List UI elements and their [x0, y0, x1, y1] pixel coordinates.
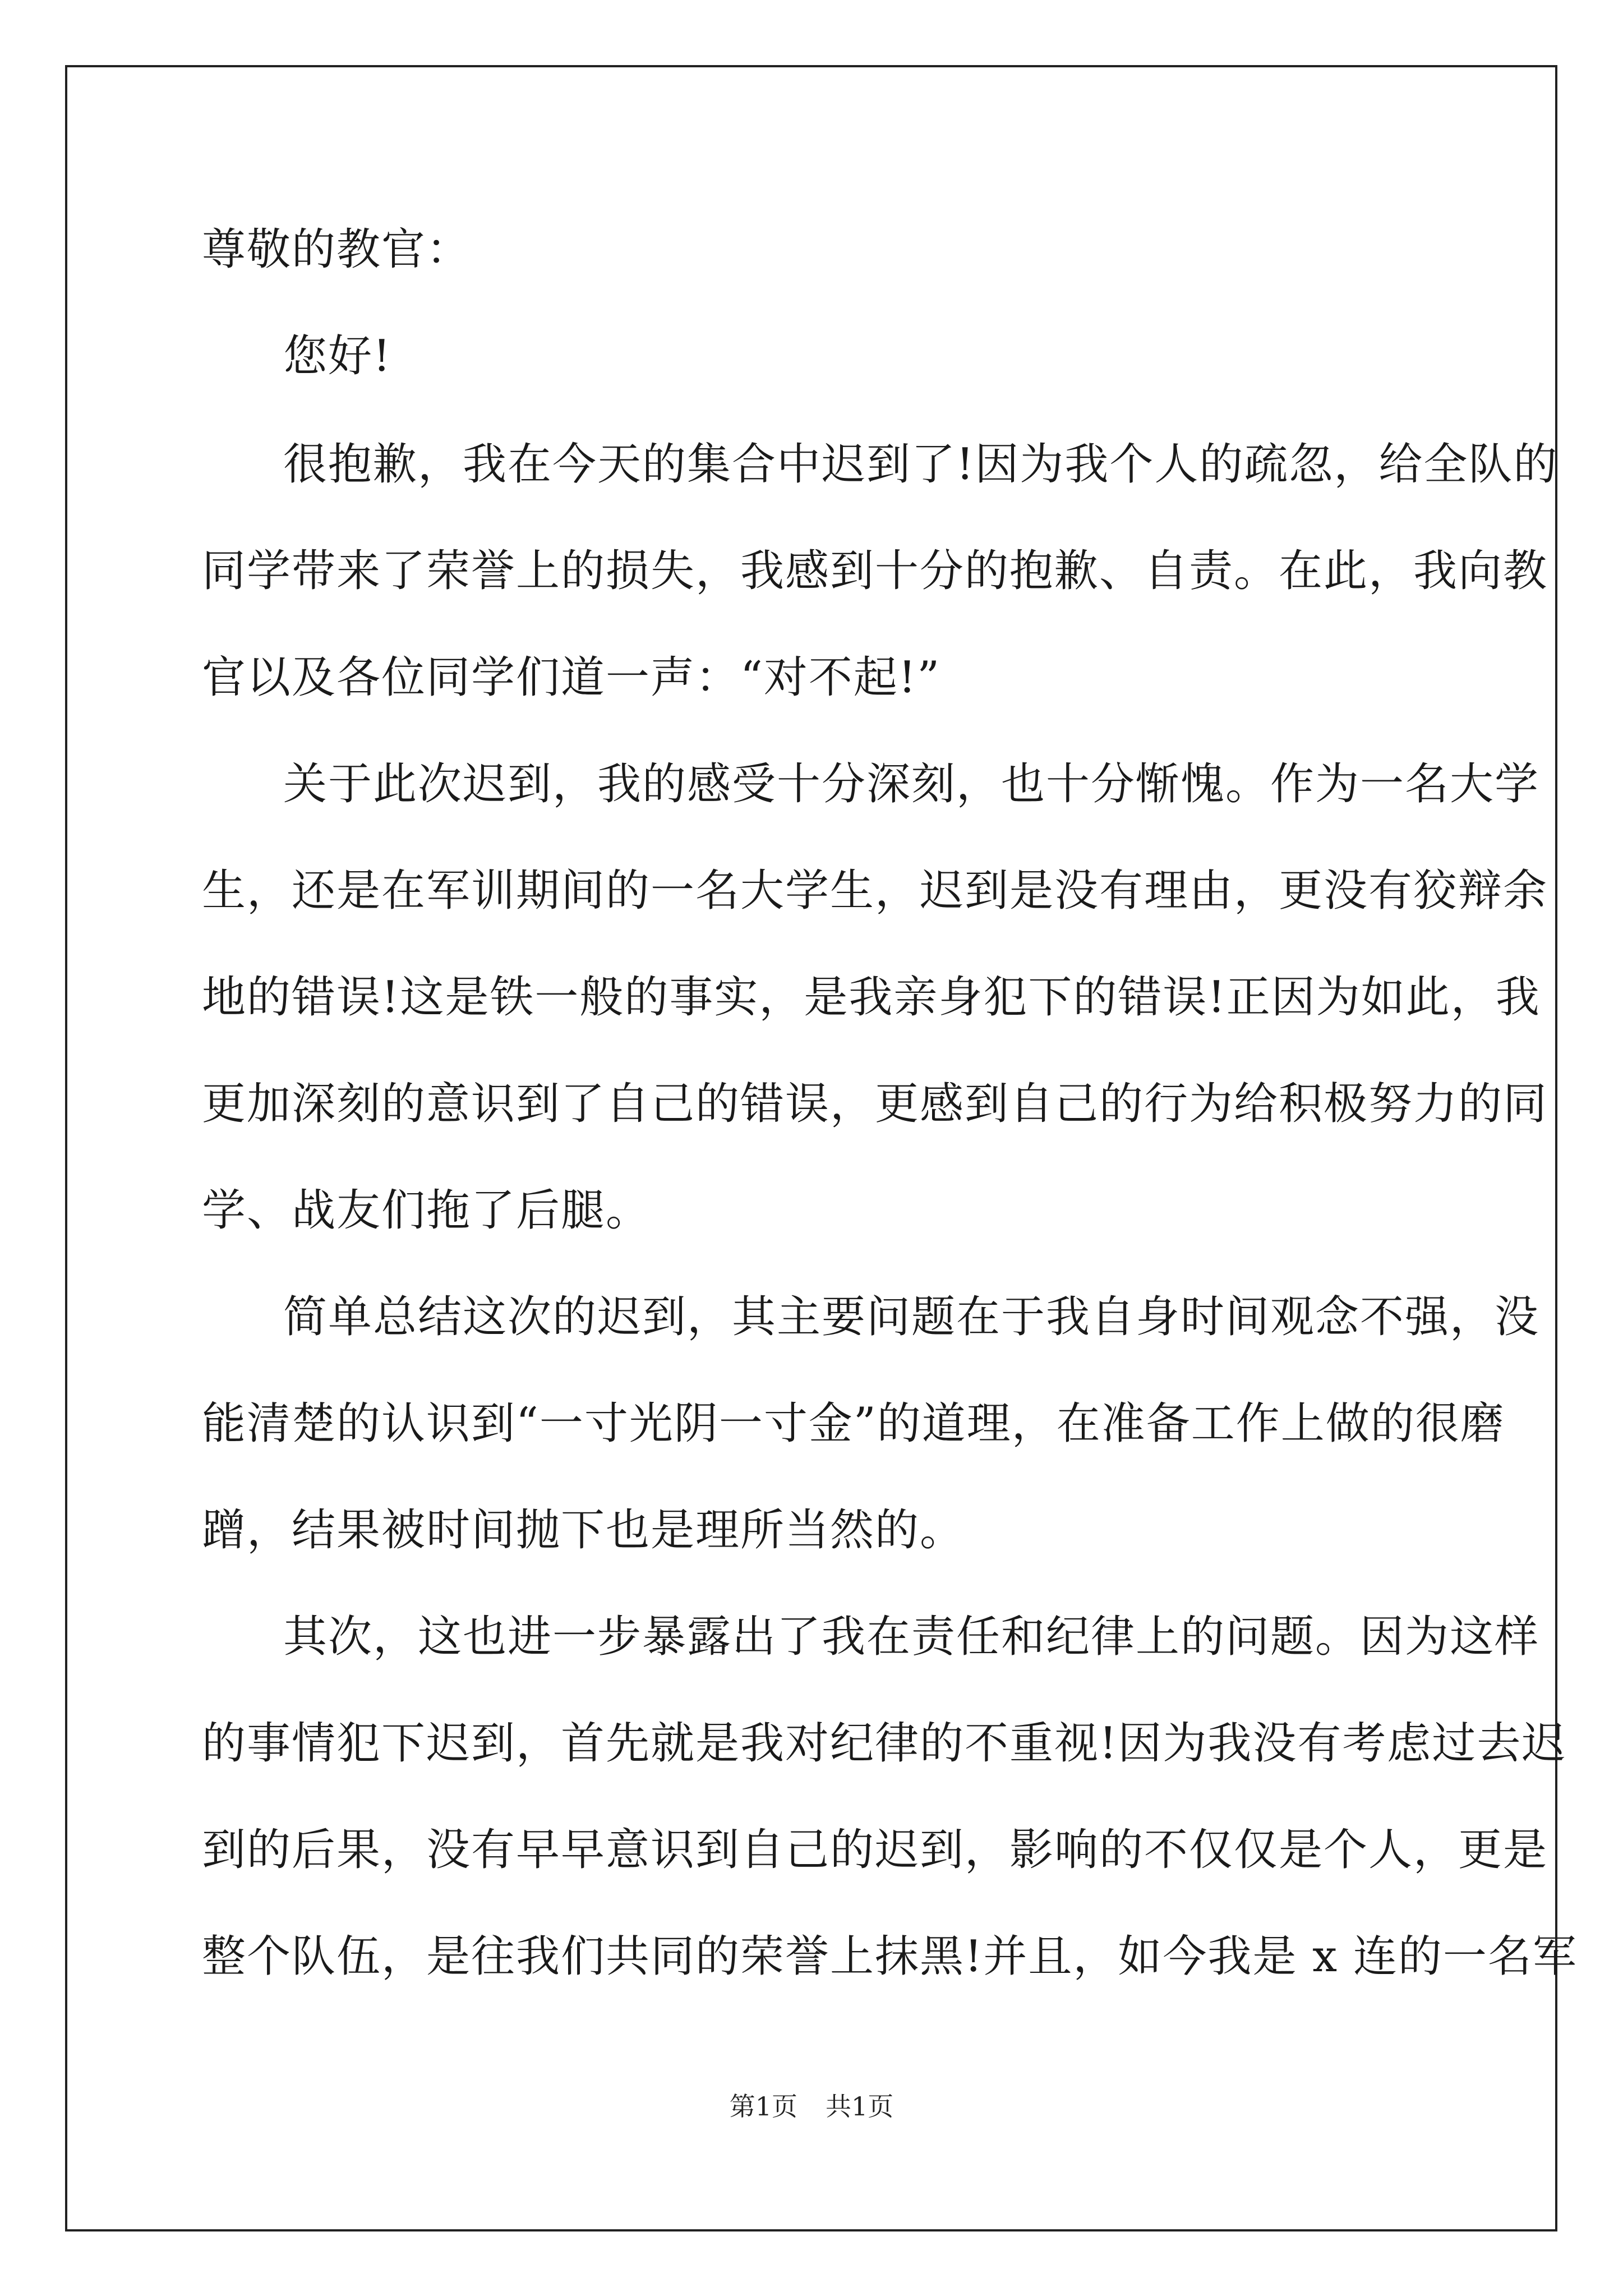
- paragraph-4-line-1: 其次，这也进一步暴露出了我在责任和纪律上的问题。因为这样: [283, 1612, 1540, 1662]
- paragraph-1-line-2: 同学带来了荣誉上的损失，我感到十分的抱歉、自责。在此，我向教: [202, 546, 1548, 596]
- paragraph-2-line-1: 关于此次迟到，我的感受十分深刻，也十分惭愧。作为一名大学: [283, 759, 1540, 809]
- page-total: 共1页: [826, 2091, 894, 2122]
- paragraph-2-line-4: 更加深刻的意识到了自己的错误，更感到自己的行为给积极努力的同: [202, 1079, 1548, 1129]
- paragraph-2-line-3: 地的错误!这是铁一般的事实，是我亲身犯下的错误!正因为如此，我: [202, 972, 1541, 1023]
- page-border: [65, 65, 1578, 2231]
- greeting: 您好!: [283, 331, 392, 381]
- paragraph-3-line-2: 能清楚的认识到“一寸光阴一寸金”的道理，在准备工作上做的很磨: [202, 1398, 1505, 1449]
- paragraph-4-line-4: 整个队伍，是往我们共同的荣誉上抹黑!并且，如今我是 x 连的一名军: [202, 1931, 1578, 1982]
- paragraph-1-line-3: 官以及各位同学们道一声：“对不起!”: [202, 652, 941, 703]
- paragraph-2-line-2: 生，还是在军训期间的一名大学生，迟到是没有理由，更没有狡辩余: [202, 866, 1548, 916]
- page-footer: [0, 2090, 1623, 2123]
- paragraph-1-line-1: 很抱歉，我在今天的集合中迟到了!因为我个人的疏忽，给全队的: [283, 439, 1559, 490]
- paragraph-2-line-5: 学、战友们拖了后腿。: [202, 1185, 651, 1236]
- salutation: 尊敬的教官：: [202, 224, 472, 275]
- page-number: 第1页: [729, 2091, 797, 2122]
- paragraph-4-line-2: 的事情犯下迟到，首先就是我对纪律的不重视!因为我没有考虑过去迟: [202, 1718, 1567, 1769]
- paragraph-4-line-3: 到的后果，没有早早意识到自己的迟到，影响的不仅仅是个人，更是: [202, 1825, 1548, 1875]
- paragraph-3-line-3: 蹭，结果被时间抛下也是理所当然的。: [202, 1505, 965, 1556]
- paragraph-3-line-1: 简单总结这次的迟到，其主要问题在于我自身时间观念不强，没: [283, 1292, 1540, 1342]
